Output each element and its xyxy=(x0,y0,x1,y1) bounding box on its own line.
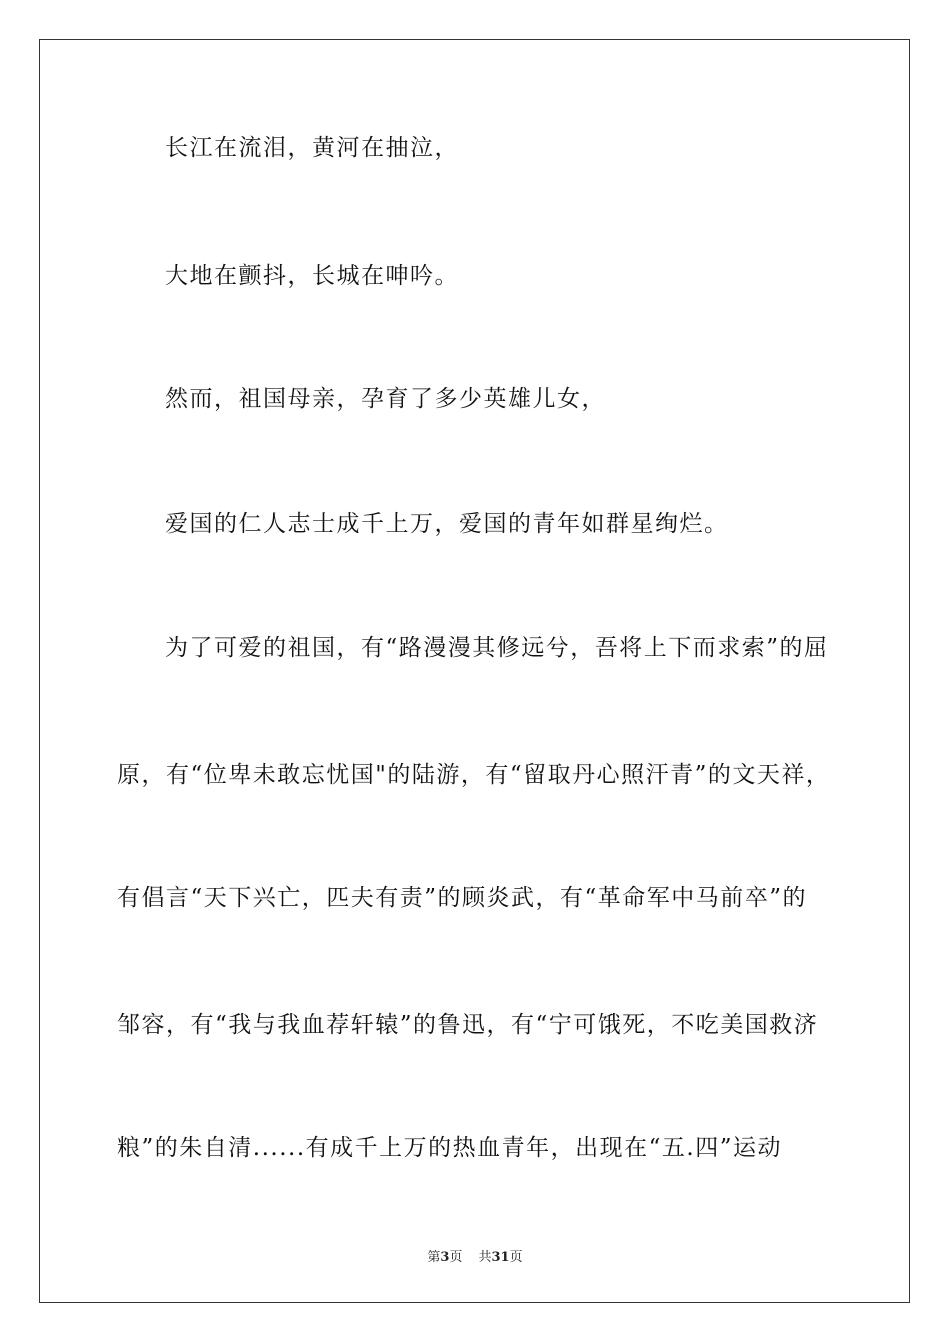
poem-line-2: 大地在颤抖，长城在呻吟。 xyxy=(165,263,459,289)
paragraph-line-5: 粮”的朱自清......有成千上万的热血青年，出现在“五.四”运动 xyxy=(117,1135,782,1161)
poem-line-4: 爱国的仁人志士成千上万，爱国的青年如群星绚烂。 xyxy=(165,511,729,537)
footer-page-number: 3 xyxy=(440,1250,450,1265)
paragraph-line-4: 邹容，有“我与我血荐轩辕”的鲁迅，有“宁可饿死，不吃美国救济 xyxy=(117,1012,819,1038)
paragraph-line-3: 有倡言“天下兴亡，匹夫有责”的顾炎武，有“革命军中马前卒”的 xyxy=(117,885,808,911)
footer-total-prefix: 共 xyxy=(478,1250,492,1265)
paragraph-line-2: 原，有“位卑未敢忘忧国"的陆游，有“留取丹心照汗青”的文天祥， xyxy=(117,762,831,788)
page-border xyxy=(39,39,910,1303)
footer-total-suffix: 页 xyxy=(509,1250,523,1265)
footer-page-prefix: 第 xyxy=(427,1250,441,1265)
poem-line-3: 然而，祖国母亲，孕育了多少英雄儿女， xyxy=(165,386,606,412)
paragraph-line-1: 为了可爱的祖国，有“路漫漫其修远兮，吾将上下而求索”的屈 xyxy=(165,635,829,661)
footer-total-number: 31 xyxy=(491,1250,510,1265)
page-footer xyxy=(0,1246,950,1265)
footer-page-suffix: 页 xyxy=(449,1250,463,1265)
poem-line-1: 长江在流泪，黄河在抽泣， xyxy=(165,135,459,161)
